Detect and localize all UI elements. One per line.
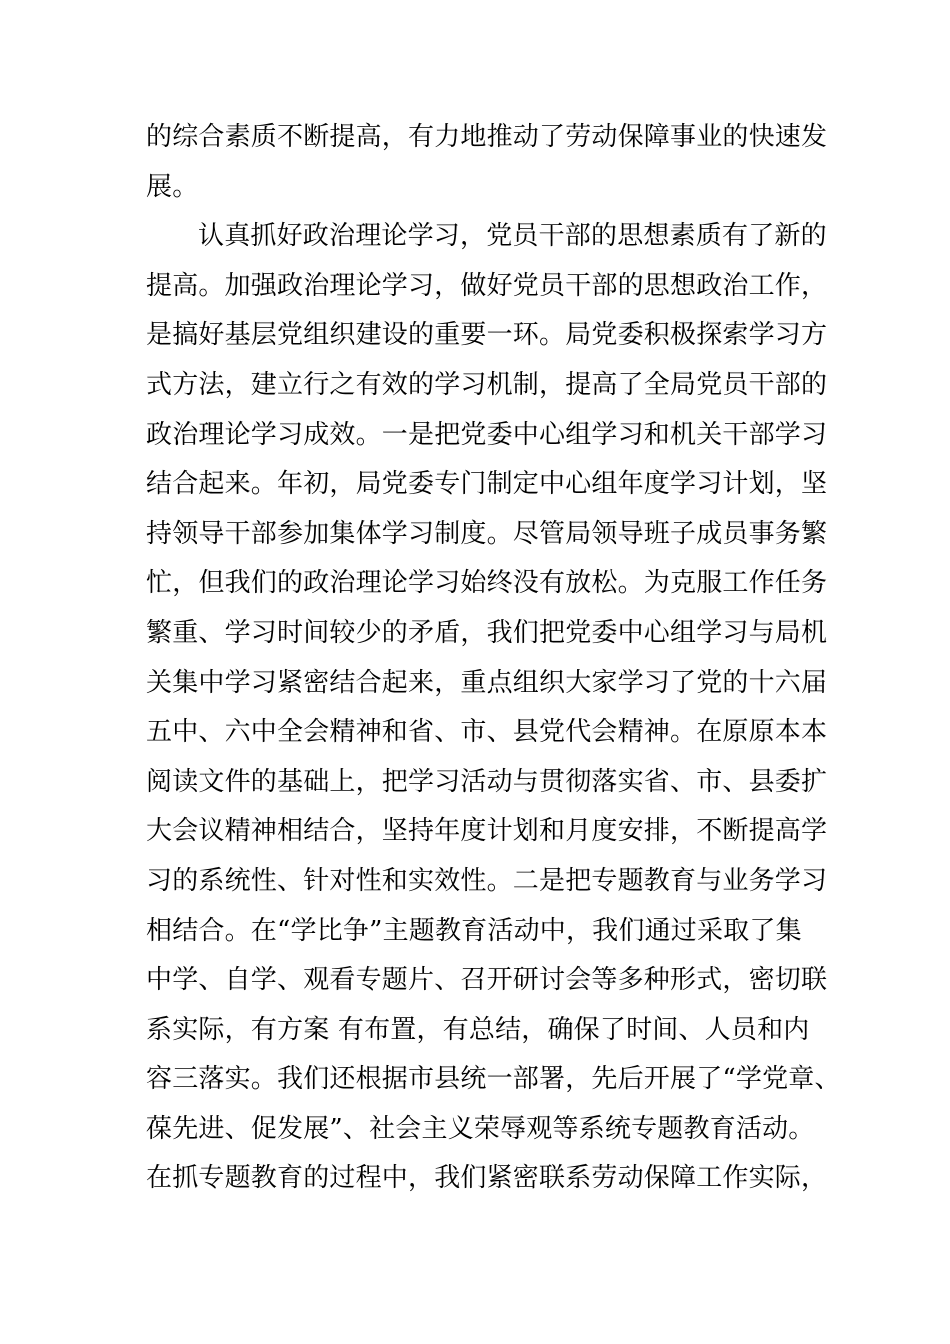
- text-line: 在抓专题教育的过程中，我们紧密联系劳动保障工作实际，: [146, 1163, 828, 1194]
- body-text: [146, 113, 841, 1204]
- text-line: 提高。加强政治理论学习，做好党员干部的思想政治工作，: [146, 270, 828, 301]
- text-line: 忙，但我们的政治理论学习始终没有放松。为克服工作任务: [146, 568, 828, 599]
- text-line: 的综合素质不断提高，有力地推动了劳动保障事业的快速发: [146, 122, 828, 152]
- text-line: 五中、六中全会精神和省、市、县党代会精神。在原原本本: [146, 717, 828, 748]
- text-line: 展。: [146, 171, 199, 202]
- text-line: 是搞好基层党组织建设的重要一环。局党委积极探索学习方: [146, 320, 828, 351]
- text-line: 结合起来。年初，局党委专门制定中心组年度学习计划，坚: [146, 469, 828, 500]
- text-line: 系实际，有方案 有布置，有总结，确保了时间、人员和内: [146, 1014, 810, 1045]
- text-line: 大会议精神相结合，坚持年度计划和月度安排，不断提高学: [146, 816, 828, 847]
- text-line: 关集中学习紧密结合起来，重点组织大家学习了党的十六届: [146, 667, 828, 698]
- text-line: 相结合。在“学比争”主题教育活动中，我们通过采取了集: [146, 915, 802, 946]
- text-line: 持领导干部参加集体学习制度。尽管局领导班子成员事务繁: [146, 518, 828, 549]
- text-line: 阅读文件的基础上，把学习活动与贯彻落实省、市、县委扩: [146, 766, 828, 797]
- text-line: 政治理论学习成效。一是把党委中心组学习和机关干部学习: [146, 419, 828, 450]
- text-line: 式方法，建立行之有效的学习机制，提高了全局党员干部的: [146, 369, 828, 400]
- text-line: 习的系统性、针对性和实效性。二是把专题教育与业务学习: [146, 865, 828, 896]
- text-line: 繁重、学习时间较少的矛盾，我们把党委中心组学习与局机: [146, 617, 828, 648]
- text-line: 葆先进、促发展”、社会主义荣辱观等系统专题教育活动。: [146, 1113, 815, 1144]
- text-line: 中学、自学、观看专题片、召开研讨会等多种形式，密切联: [146, 965, 828, 996]
- paragraph-first-line: 认真抓好政治理论学习，党员干部的思想素质有了新的: [198, 221, 827, 252]
- text-line: 容三落实。我们还根据市县统一部署，先后开展了“学党章、: [146, 1064, 841, 1095]
